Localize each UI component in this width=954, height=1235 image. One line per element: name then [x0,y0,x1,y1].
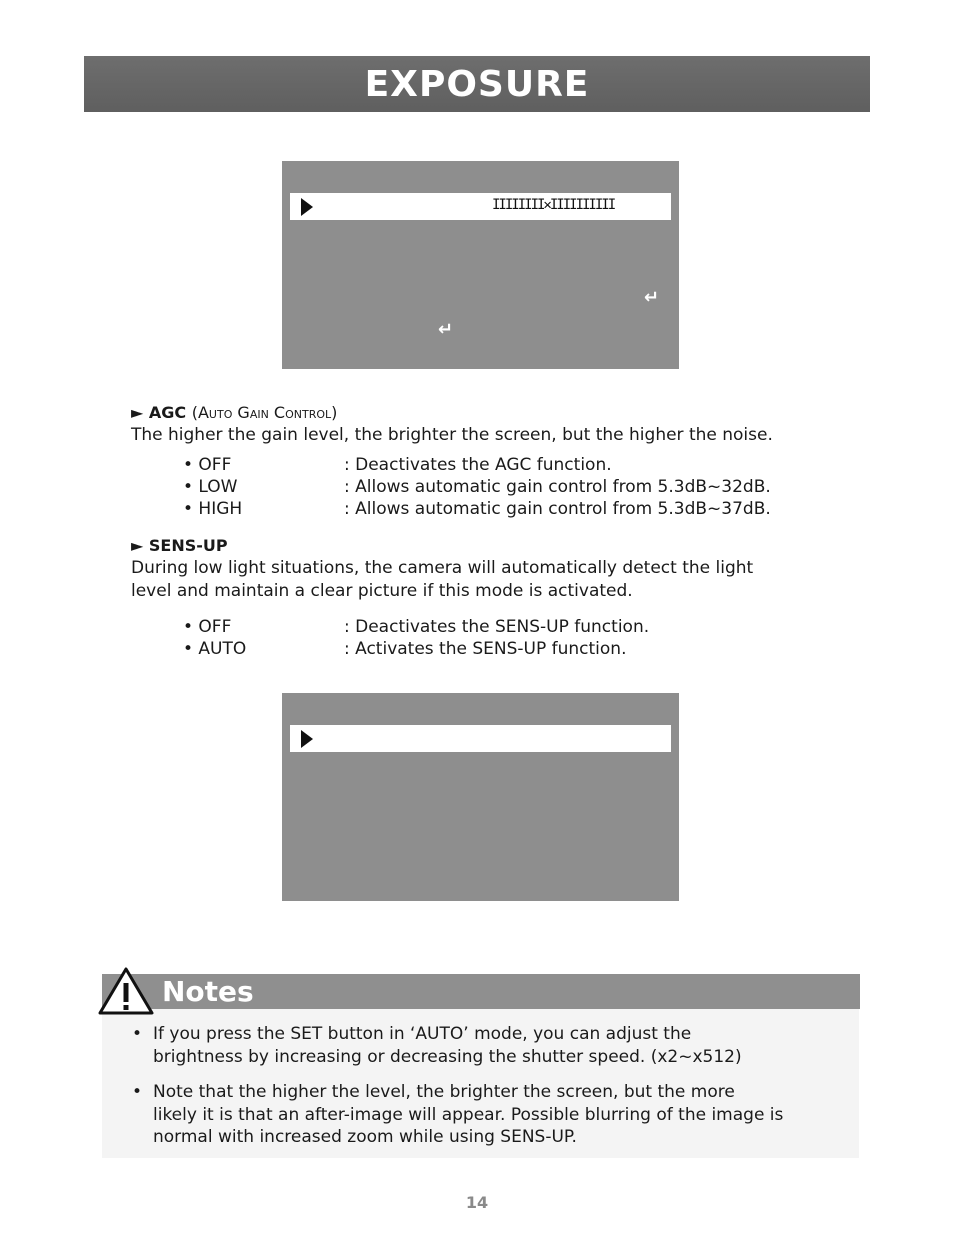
agc-option-label: • OFF [183,455,232,475]
sensup-description-line: During low light situations, the camera will automatically detect the light [131,558,754,578]
page-number: 14 [465,1193,489,1212]
sensup-option-label: • AUTO [183,639,247,659]
agc-description: The higher the gain level, the brighter the screen, but the higher the noise. [131,425,773,445]
enter-icon: ↵ [438,319,454,340]
sensup-option-label: • OFF [183,617,232,637]
notes-header [102,974,860,1009]
agc-option-label: • LOW [183,477,238,497]
osd-selection-bar [290,725,671,752]
note-line: If you press the SET button in ‘AUTO’ mode, you can adjust the [153,1024,692,1044]
osd-screen-sensup [282,693,679,901]
agc-title: AGC [148,403,187,422]
note-bullet: • [132,1024,143,1044]
section-header [84,56,870,112]
enter-icon: ↵ [644,287,660,308]
note-line: likely it is that an after-image will appear. Possible blurring of the image is [153,1104,784,1125]
osd-level-scale: IIIIIIII✕IIIIIIIIII [492,197,615,213]
sensup-option-desc: : Deactivates the SENS-UP function. [344,617,650,637]
note-line: brightness by increasing or decreasing the shutter speed. (x2~x512) [153,1046,742,1067]
sensup-description-line: level and maintain a clear picture if this mode is activated. [131,581,633,601]
play-arrow-icon [301,198,313,216]
sensup-marker: ► [131,536,144,555]
agc-option-desc: : Deactivates the AGC function. [344,455,612,475]
agc-option-desc: : Allows automatic gain control from 5.3dB~37dB. [344,499,771,519]
agc-marker: ► [131,403,144,422]
osd-selection-bar [290,193,671,220]
agc-option-desc: : Allows automatic gain control from 5.3dB~32dB. [344,477,771,497]
osd-screen-agc [282,161,679,369]
agc-option-label: • HIGH [183,499,243,519]
note-item [132,1023,852,1069]
warning-icon [97,966,155,1016]
note-item [132,1081,852,1149]
agc-heading [131,402,337,424]
note-bullet: • [132,1082,143,1102]
play-arrow-icon [301,730,313,748]
agc-subtitle: (Auto Gain Control) [191,403,338,422]
note-line: normal with increased zoom while using SENS-UP. [153,1127,577,1147]
sensup-option-desc: : Activates the SENS-UP function. [344,639,627,659]
notes-title: Notes [162,975,254,1008]
sensup-title: SENS-UP [148,536,228,555]
sensup-heading [131,535,228,557]
note-line: Note that the higher the level, the brighter the screen, but the more [153,1082,735,1102]
page-title: EXPOSURE [364,63,590,105]
